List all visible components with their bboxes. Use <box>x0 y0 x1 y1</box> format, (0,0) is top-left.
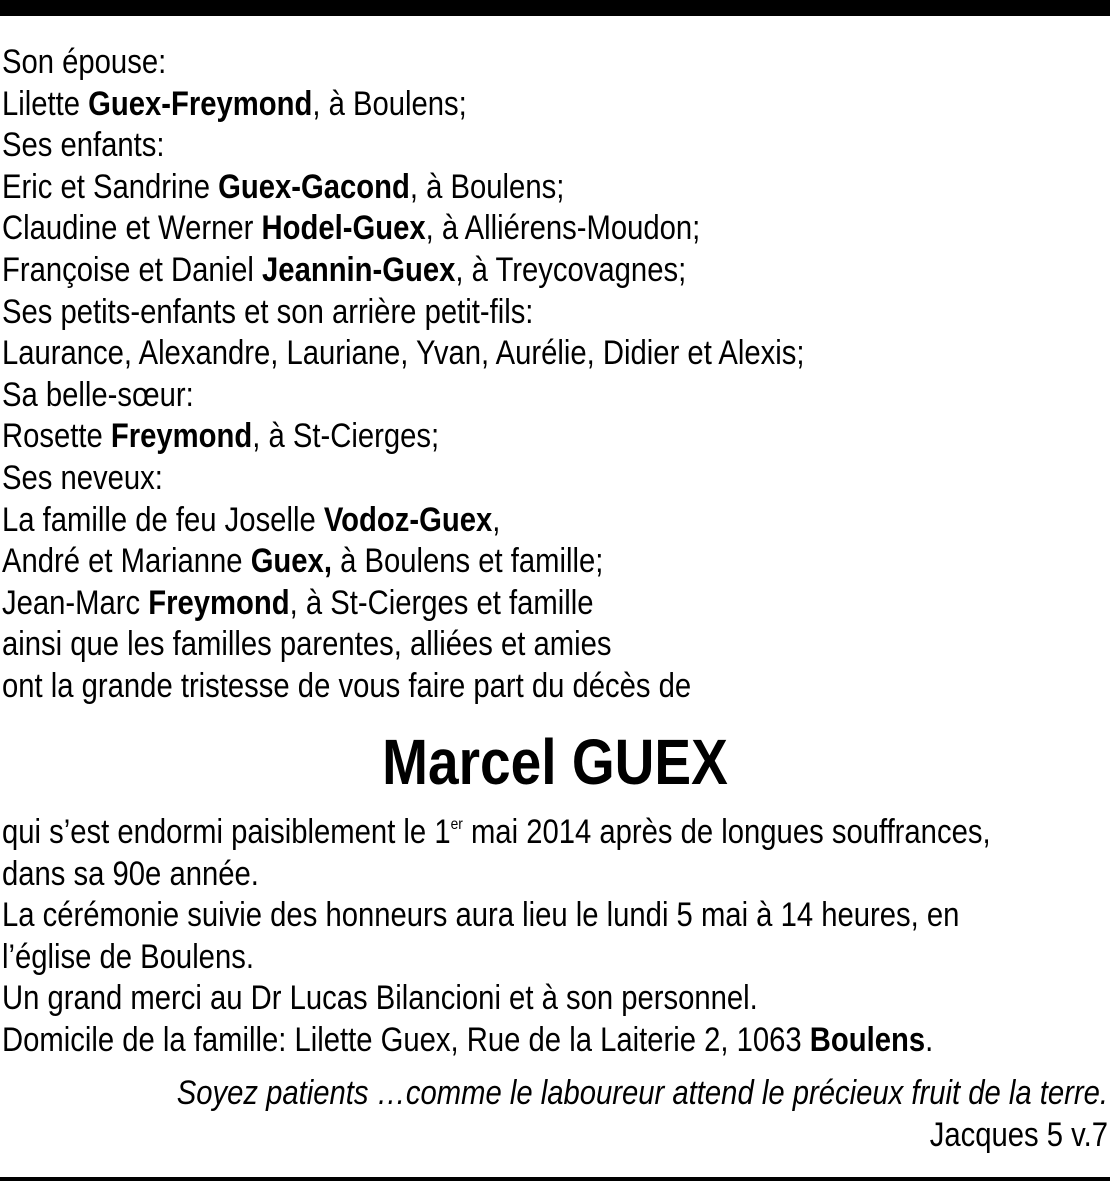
family-line <box>2 666 953 708</box>
detail-text: Domicile de la famille: Lilette Guex, Rue de la Laiterie 2, 1063 <box>2 1020 810 1059</box>
family-text: Jean-Marc <box>2 583 149 622</box>
family-text: La famille de feu Joselle <box>2 500 324 539</box>
family-text: à Boulens et famille; <box>331 542 604 581</box>
detail-text: dans sa 90e année. <box>2 854 259 893</box>
family-text: Françoise et Daniel <box>2 250 263 289</box>
family-text: , à St-Cierges et famille <box>289 583 594 622</box>
family-text: Claudine et Werner <box>2 209 262 248</box>
detail-text: l’église de Boulens. <box>2 937 254 976</box>
family-text: , <box>492 500 501 539</box>
detail-text: . <box>925 1020 934 1059</box>
verse-quote: Soyez patients …comme le laboureur attend le précieux fruit de la terre. <box>176 1074 1108 1112</box>
verse-reference: Jacques 5 v.7 <box>929 1115 1108 1154</box>
detail-text: La cérémonie suivie des honneurs aura lieu le lundi 5 mai à 14 heures, en <box>2 896 960 935</box>
bottom-rule <box>0 1177 1110 1181</box>
family-line <box>2 42 953 84</box>
family-surname: Guex-Gacond <box>218 167 410 206</box>
detail-line <box>2 937 953 979</box>
family-text: ont la grande tristesse de vous faire part du décès de <box>2 666 692 705</box>
family-text: Ses petits-enfants et son arrière petit-fils: <box>2 292 534 331</box>
family-text: Son épouse: <box>2 43 167 81</box>
family-line <box>2 624 953 666</box>
family-text: André et Marianne <box>2 542 251 581</box>
family-line <box>2 208 953 250</box>
family-text: Laurance, Alexandre, Lauriane, Yvan, Aurélie, Didier et Alexis; <box>2 334 805 373</box>
deceased-name-heading <box>0 722 1110 802</box>
family-line <box>2 333 953 375</box>
top-rule <box>0 0 1110 16</box>
detail-line <box>2 1020 953 1062</box>
family-surname: Guex, <box>250 542 332 581</box>
family-text: ainsi que les familles parentes, alliées et amies <box>2 625 612 664</box>
detail-text: Un grand merci au Dr Lucas Bilancioni et à son personnel. <box>2 979 758 1018</box>
family-list <box>2 42 1108 708</box>
deceased-name: Marcel GUEX <box>382 726 728 798</box>
family-line <box>2 500 953 542</box>
detail-line <box>2 812 991 854</box>
family-surname: Hodel-Guex <box>261 209 426 248</box>
family-surname: Freymond <box>148 583 290 622</box>
family-line <box>2 250 953 292</box>
family-text: Sa belle-sœur: <box>2 375 194 414</box>
ordinal-suffix: er <box>450 816 463 833</box>
family-text: Eric et Sandrine <box>2 167 219 206</box>
family-line <box>2 84 953 126</box>
family-line <box>2 583 953 625</box>
family-surname: Jeannin-Guex <box>262 250 456 289</box>
family-surname: Freymond <box>110 417 253 456</box>
family-surname: Guex-Freymond <box>88 84 313 123</box>
detail-line <box>2 895 960 937</box>
announcement-details <box>2 812 1108 1062</box>
family-text: , à Boulens; <box>312 84 467 123</box>
detail-bold-town: Boulens <box>809 1020 926 1059</box>
family-line <box>2 292 953 334</box>
family-text: , à St-Cierges; <box>252 417 440 456</box>
detail-line <box>2 978 953 1020</box>
family-line <box>2 541 953 583</box>
family-text: Lilette <box>2 84 89 123</box>
family-text: , à Treycovagnes; <box>455 250 687 289</box>
family-line <box>2 416 953 458</box>
family-line <box>2 458 953 500</box>
family-line <box>2 167 953 209</box>
family-text: Ses enfants: <box>2 126 165 165</box>
detail-text: qui s’est endormi paisiblement le 1 <box>2 813 451 851</box>
bible-verse <box>2 1073 1108 1156</box>
detail-text: mai 2014 après de longues souffrances, <box>462 813 991 851</box>
family-text: , à Alliérens-Moudon; <box>425 209 701 248</box>
family-line <box>2 125 953 167</box>
detail-line <box>2 854 953 896</box>
family-text: Rosette <box>2 417 111 456</box>
family-surname: Vodoz-Guex <box>323 500 493 539</box>
family-text: Ses neveux: <box>2 458 163 497</box>
family-text: , à Boulens; <box>409 167 565 206</box>
family-line <box>2 375 953 417</box>
